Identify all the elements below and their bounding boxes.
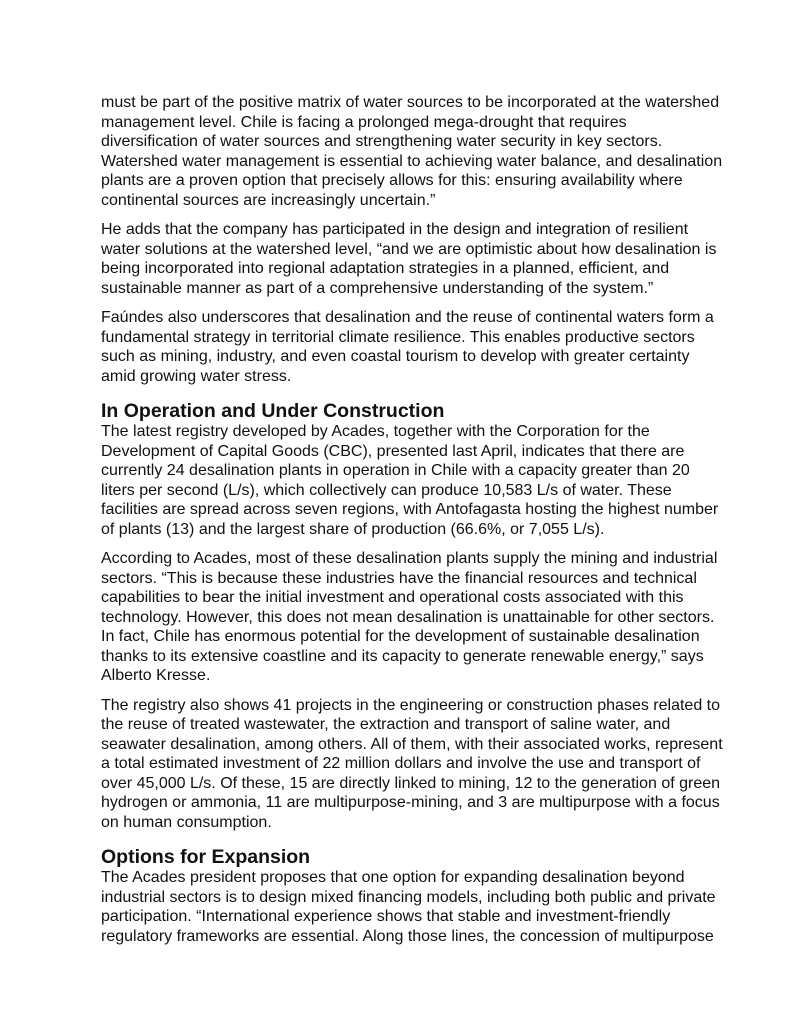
text-line: being incorporated into regional adaptation strategies in a planned, efficient, and: [101, 260, 670, 277]
text-line: participation. “International experience shows that stable and investment-friendly: [101, 908, 671, 925]
text-line: Alberto Kresse.: [101, 667, 211, 684]
paragraph: [101, 868, 721, 946]
paragraph: [101, 696, 721, 833]
text-line: on human consumption.: [101, 813, 272, 831]
text-line: The registry also shows 41 projects in the engineering or construction phases related to: [101, 696, 721, 714]
text-line: Development of Capital Goods (CBC), presented last April, indicates that there are: [101, 442, 685, 460]
paragraph: [101, 422, 721, 539]
text-line: technology. However, this does not mean desalination is unattainable for other sectors.: [101, 608, 715, 626]
text-line: The latest registry developed by Acades, together with the Corporation for the: [101, 423, 650, 440]
paragraph: [101, 308, 721, 386]
text-line: over 45,000 L/s. Of these, 15 are directly linked to mining, 12 to the generation of green: [101, 774, 721, 792]
text-line: management level. Chile is facing a prolonged mega-drought that requires: [101, 113, 627, 131]
text-line: currently 24 desalination plants in operation in Chile with a capacity greater than 20: [101, 462, 690, 479]
section-heading: In Operation and Under Construction: [101, 400, 445, 422]
text-line: thanks to its extensive coastline and its capacity to generate renewable energy,” says: [101, 647, 704, 665]
text-line: regulatory frameworks are essential. Along those lines, the concession of multipurpose: [101, 927, 714, 945]
text-line: fundamental strategy in territorial climate resilience. This enables productive sectors: [101, 328, 695, 346]
text-line: continental sources are increasingly uncertain.”: [101, 191, 436, 209]
text-line: In fact, Chile has enormous potential for the development of sustainable desalination: [101, 628, 700, 645]
text-line: water solutions at the watershed level, “and we are optimistic about how desalination is: [101, 240, 717, 258]
text-line: a total estimated investment of 22 million dollars and involve the use and transport of: [101, 755, 701, 772]
text-line: Faúndes also underscores that desalination and the reuse of continental waters form a: [101, 309, 714, 326]
paragraph: [101, 220, 721, 298]
text-line: sectors. “This is because these industries have the financial resources and technical: [101, 569, 697, 587]
text-line: such as mining, industry, and even coastal tourism to develop with greater certainty: [101, 348, 690, 365]
text-line: facilities are spread across seven regions, with Antofagasta hosting the highest number: [101, 501, 719, 518]
text-line: seawater desalination, among others. All of them, with their associated works, represent: [101, 735, 723, 753]
text-line: Watershed water management is essential to achieving water balance, and desalination: [101, 152, 723, 170]
text-line: capabilities to bear the initial investment and operational costs associated with this: [101, 589, 684, 606]
text-line: liters per second (L/s), which collectively can produce 10,583 L/s of water. These: [101, 481, 672, 499]
document-body: [101, 93, 721, 956]
text-line: hydrogen or ammonia, 11 are multipurpose-mining, and 3 are multipurpose with a focus: [101, 794, 720, 811]
text-line: According to Acades, most of these desalination plants supply the mining and industrial: [101, 550, 718, 567]
text-line: plants are a proven option that precisely allows for this: ensuring availability where: [101, 172, 683, 189]
paragraph: [101, 93, 721, 210]
section-heading: Options for Expansion: [101, 846, 311, 868]
paragraph: [101, 549, 721, 686]
text-line: industrial sectors is to design mixed financing models, including both public and private: [101, 888, 716, 906]
text-line: He adds that the company has participated in the design and integration of resilient: [101, 221, 689, 238]
text-line: of plants (13) and the largest share of production (66.6%, or 7,055 L/s).: [101, 520, 605, 538]
text-line: diversification of water sources and strengthening water security in key sectors.: [101, 133, 663, 150]
text-line: sustainable manner as part of a comprehensive understanding of the system.”: [101, 279, 654, 297]
text-line: amid growing water stress.: [101, 367, 292, 385]
text-line: the reuse of treated wastewater, the extraction and transport of saline water, and: [101, 716, 671, 733]
text-line: The Acades president proposes that one option for expanding desalination beyond: [101, 869, 685, 886]
text-line: must be part of the positive matrix of water sources to be incorporated at the watershed: [101, 94, 720, 111]
